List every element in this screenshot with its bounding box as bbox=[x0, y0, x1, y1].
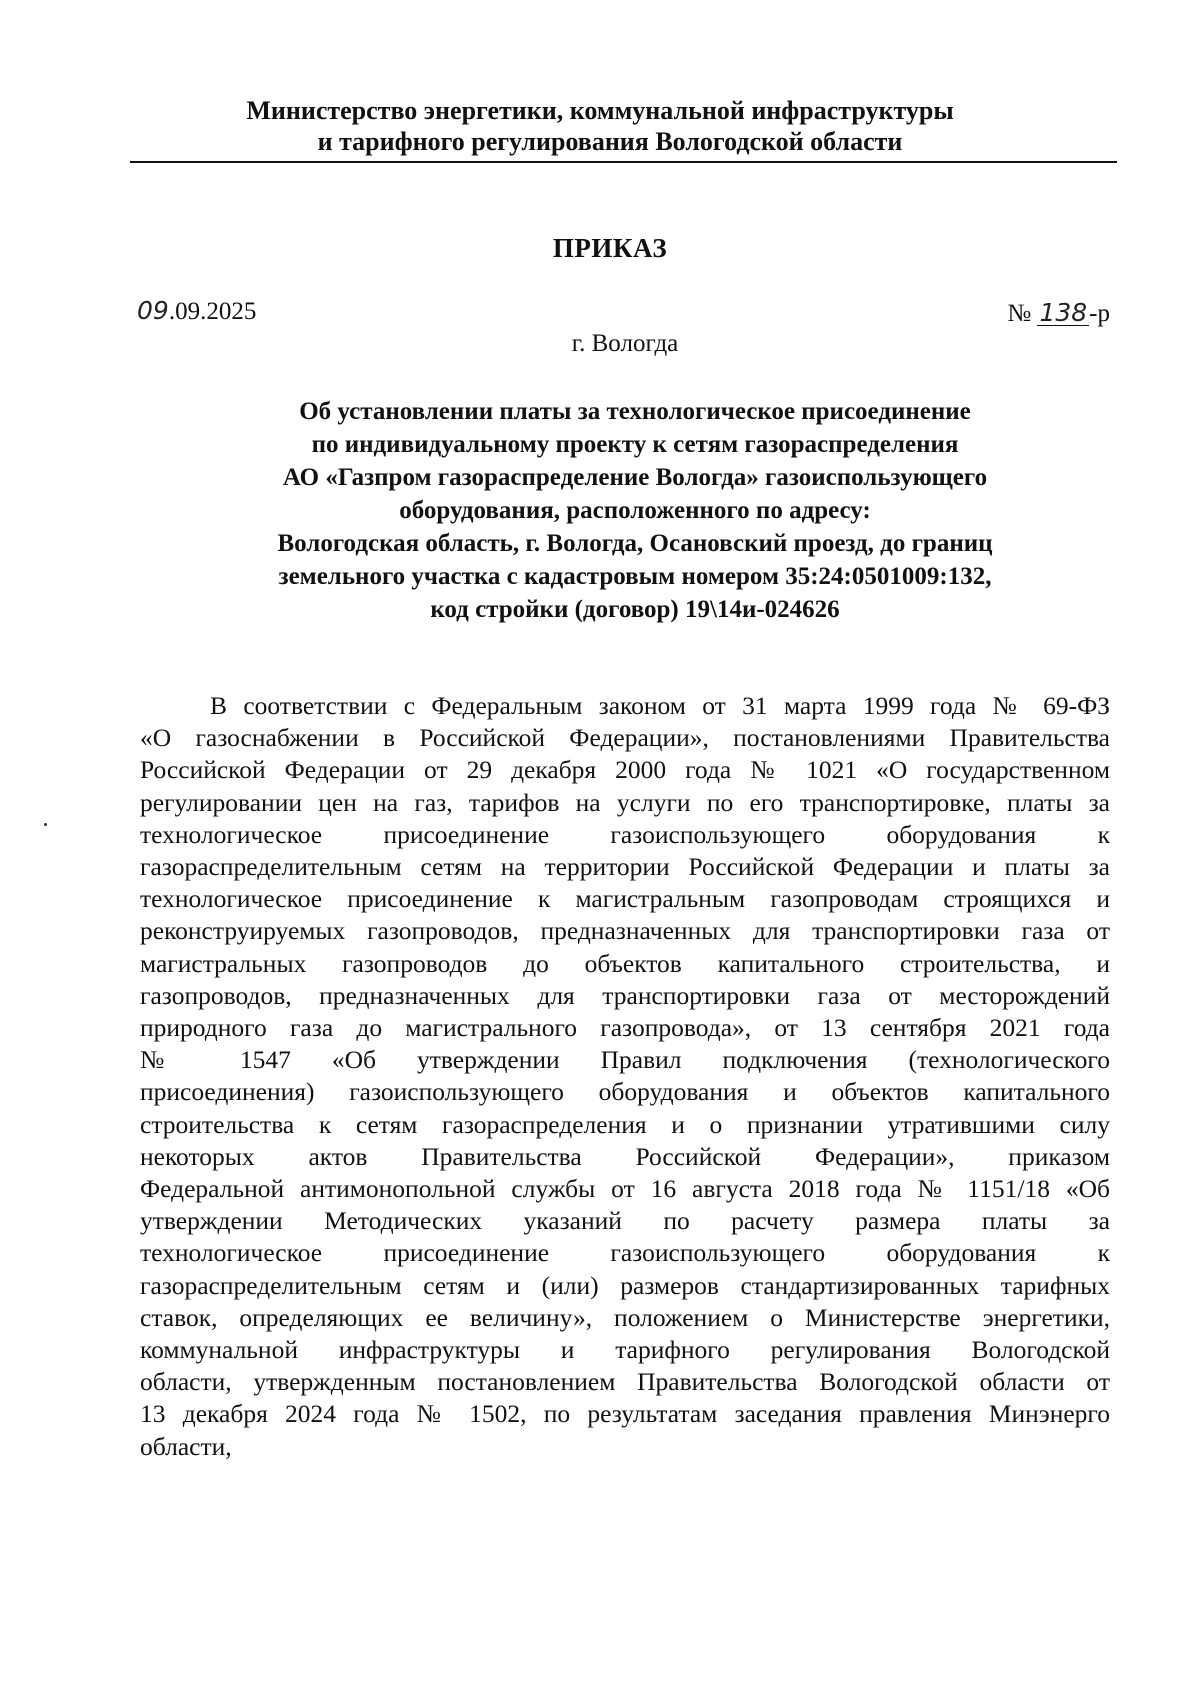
ministry-header bbox=[0, 95, 1200, 157]
preamble-line: Федеральной антимонопольной службы от 16 августа 2018 года № 1151/18 «Об bbox=[140, 1174, 1110, 1204]
subject-line: оборудования, расположенного по адресу: bbox=[399, 497, 871, 524]
ministry-header-line1: Министерство энергетики, коммунальной инфраструктуры bbox=[246, 96, 954, 125]
ministry-header-line2: и тарифного регулирования Вологодской области bbox=[317, 127, 903, 156]
order-number bbox=[1007, 300, 1110, 328]
preamble-line: газораспределительным сетям на территории Российской Федерации и платы за bbox=[140, 852, 1110, 882]
number-handwritten: 138 bbox=[1039, 298, 1088, 327]
preamble-line: № 1547 «Об утверждении Правил подключения (технологического bbox=[140, 1045, 1110, 1075]
preamble-line: некоторых актов Правительства Российской Федерации», приказом bbox=[140, 1141, 1110, 1171]
date-handwritten-day: 09 bbox=[137, 296, 169, 325]
preamble-line: газораспределительным сетям и (или) размеров стандартизированных тарифных bbox=[140, 1270, 1110, 1300]
preamble-line: присоединения) газоиспользующего оборудования и объектов капитального bbox=[140, 1077, 1110, 1107]
preamble-line: регулировании цен на газ, тарифов на услуги по его транспортировке, платы за bbox=[140, 787, 1110, 817]
preamble-line: области, утвержденным постановлением Правительства Вологодской области от bbox=[140, 1367, 1110, 1397]
preamble-line: технологическое присоединение газоиспользующего оборудования к bbox=[140, 1238, 1110, 1268]
preamble-line: коммунальной инфраструктуры и тарифного регулирования Вологодской bbox=[140, 1335, 1110, 1365]
order-subject bbox=[100, 395, 1170, 626]
subject-line: код стройки (договор) 19\14и-024626 bbox=[430, 596, 840, 623]
preamble-line: газопроводов, предназначенных для транспортировки газа от месторождений bbox=[140, 980, 1110, 1010]
preamble-line: В соответствии с Федеральным законом от 31 марта 1999 года № 69-ФЗ bbox=[210, 691, 1110, 720]
subject-line: земельного участка с кадастровым номером 35:24:0501009:132, bbox=[278, 563, 992, 590]
preamble-line: природного газа до магистрального газопровода», от 13 сентября 2021 года bbox=[140, 1013, 1110, 1043]
number-prefix: № bbox=[1007, 300, 1032, 327]
order-preamble bbox=[140, 690, 1110, 1463]
subject-line: по индивидуальному проекту к сетям газораспределения bbox=[311, 431, 959, 458]
subject-line: АО «Газпром газораспределение Вологда» газоиспользующего bbox=[282, 464, 988, 491]
preamble-line: 13 декабря 2024 года № 1502, по результатам заседания правления Минэнерго bbox=[140, 1399, 1110, 1429]
date-printed-rest: .09.2025 bbox=[168, 298, 257, 325]
preamble-line: области, bbox=[140, 1431, 232, 1461]
preamble-line: Российской Федерации от 29 декабря 2000 года № 1021 «О государственном bbox=[140, 755, 1110, 785]
preamble-line: технологическое присоединение к магистральным газопроводам строящихся и bbox=[140, 884, 1110, 914]
order-date bbox=[137, 296, 256, 326]
preamble-line: утверждении Методических указаний по расчету размера платы за bbox=[140, 1206, 1110, 1236]
preamble-line: «О газоснабжении в Российской Федерации», постановлениями Правительства bbox=[140, 723, 1110, 753]
preamble-line: строительства к сетям газораспределения и о признании утратившими силу bbox=[140, 1109, 1110, 1139]
preamble-line: магистральных газопроводов до объектов капитального строительства, и bbox=[140, 948, 1110, 978]
order-title: ПРИКАЗ bbox=[552, 233, 668, 263]
preamble-line: технологическое присоединение газоиспользующего оборудования к bbox=[140, 819, 1110, 849]
scan-speck bbox=[44, 823, 47, 826]
subject-line: Об установлении платы за технологическое присоединение bbox=[299, 398, 971, 425]
order-city: г. Вологда bbox=[571, 330, 679, 357]
number-suffix: -р bbox=[1089, 300, 1110, 327]
subject-line: Вологодская область, г. Вологда, Осановский проезд, до границ bbox=[277, 530, 993, 557]
header-divider bbox=[130, 161, 1117, 163]
preamble-line: ставок, определяющих ее величину», положением о Министерстве энергетики, bbox=[140, 1302, 1110, 1332]
preamble-line: реконструируемых газопроводов, предназначенных для транспортировки газа от bbox=[140, 916, 1110, 946]
